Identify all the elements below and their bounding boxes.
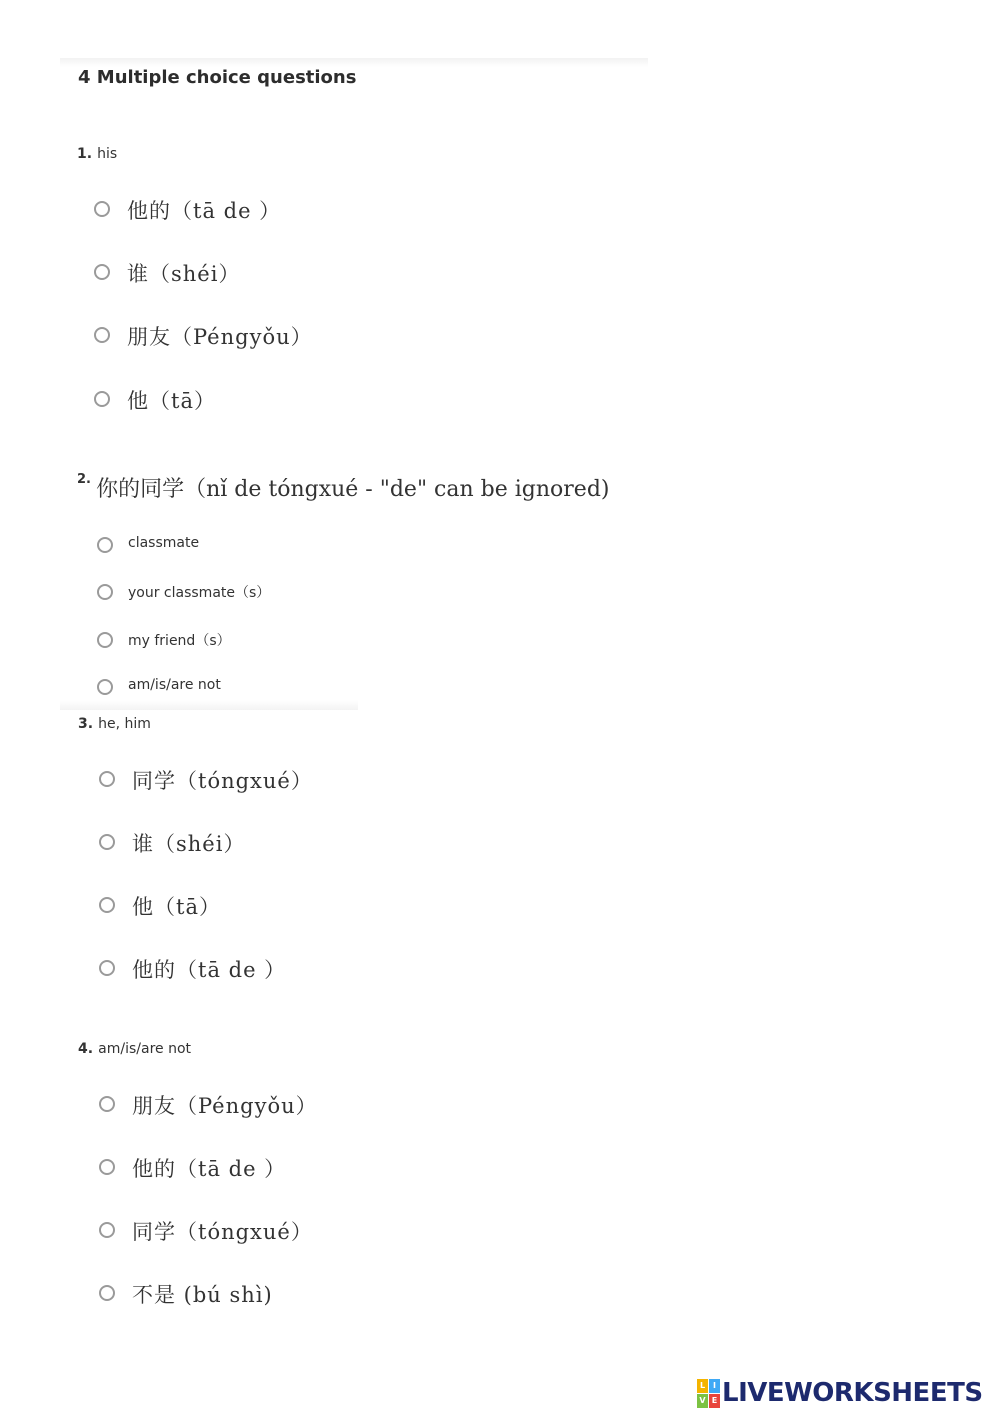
option-label: 他（tā） bbox=[132, 895, 221, 919]
liveworksheets-logo bbox=[697, 1377, 983, 1409]
option-label: 他的（tā de ） bbox=[127, 199, 282, 223]
radio-button[interactable] bbox=[99, 897, 115, 913]
option-label: 朋友（Péngyǒu） bbox=[132, 1094, 318, 1118]
option-label: 同学（tóngxué） bbox=[132, 1220, 313, 1244]
radio-button[interactable] bbox=[99, 1285, 115, 1301]
logo-letter-e: E bbox=[709, 1394, 720, 1408]
question-number: 3. bbox=[78, 716, 94, 732]
radio-button[interactable] bbox=[94, 391, 110, 407]
option-label: 他的（tā de ） bbox=[132, 958, 287, 982]
radio-button[interactable] bbox=[97, 584, 113, 600]
question-2-label bbox=[77, 472, 610, 503]
option-label: am/is/are not bbox=[128, 677, 221, 693]
question-1-label bbox=[77, 143, 117, 162]
question-prompt: he, him bbox=[98, 716, 151, 732]
logo-letter-l: L bbox=[697, 1379, 708, 1393]
radio-button[interactable] bbox=[99, 771, 115, 787]
option-label: 谁（shéi） bbox=[127, 262, 241, 286]
option-label: 他（tā） bbox=[127, 389, 216, 413]
option-label: 不是 (bú shì) bbox=[132, 1283, 273, 1307]
option-label: 他的（tā de ） bbox=[132, 1157, 287, 1181]
option-label: your classmate（s） bbox=[128, 585, 271, 601]
question-3-label bbox=[78, 713, 151, 732]
radio-button[interactable] bbox=[97, 632, 113, 648]
radio-button[interactable] bbox=[94, 264, 110, 280]
radio-button[interactable] bbox=[94, 327, 110, 343]
option-label: classmate bbox=[128, 535, 200, 551]
radio-button[interactable] bbox=[99, 1159, 115, 1175]
question-number: 4. bbox=[78, 1041, 94, 1057]
radio-button[interactable] bbox=[97, 679, 113, 695]
question-prompt: his bbox=[97, 146, 118, 162]
logo-icon bbox=[697, 1379, 720, 1408]
logo-text: LIVEWORKSHEETS bbox=[722, 1378, 983, 1408]
logo-letter-v: V bbox=[697, 1394, 708, 1408]
radio-button[interactable] bbox=[99, 1222, 115, 1238]
option-label: 朋友（Péngyǒu） bbox=[127, 325, 313, 349]
section-title: 4 Multiple choice questions bbox=[78, 67, 357, 88]
radio-button[interactable] bbox=[94, 201, 110, 217]
option-label: 谁（shéi） bbox=[132, 832, 246, 856]
section-divider bbox=[60, 700, 358, 710]
question-number: 1. bbox=[77, 146, 93, 162]
radio-button[interactable] bbox=[99, 834, 115, 850]
question-number: 2. bbox=[77, 472, 91, 487]
radio-button[interactable] bbox=[99, 1096, 115, 1112]
question-prompt: 你的同学（nǐ de tóngxué - "de" can be ignored) bbox=[96, 477, 610, 502]
logo-letter-i: I bbox=[709, 1379, 720, 1393]
question-4-label bbox=[78, 1038, 191, 1057]
radio-button[interactable] bbox=[99, 960, 115, 976]
option-label: my friend（s） bbox=[128, 633, 231, 649]
question-prompt: am/is/are not bbox=[98, 1041, 192, 1057]
radio-button[interactable] bbox=[97, 537, 113, 553]
option-label: 同学（tóngxué） bbox=[132, 769, 313, 793]
